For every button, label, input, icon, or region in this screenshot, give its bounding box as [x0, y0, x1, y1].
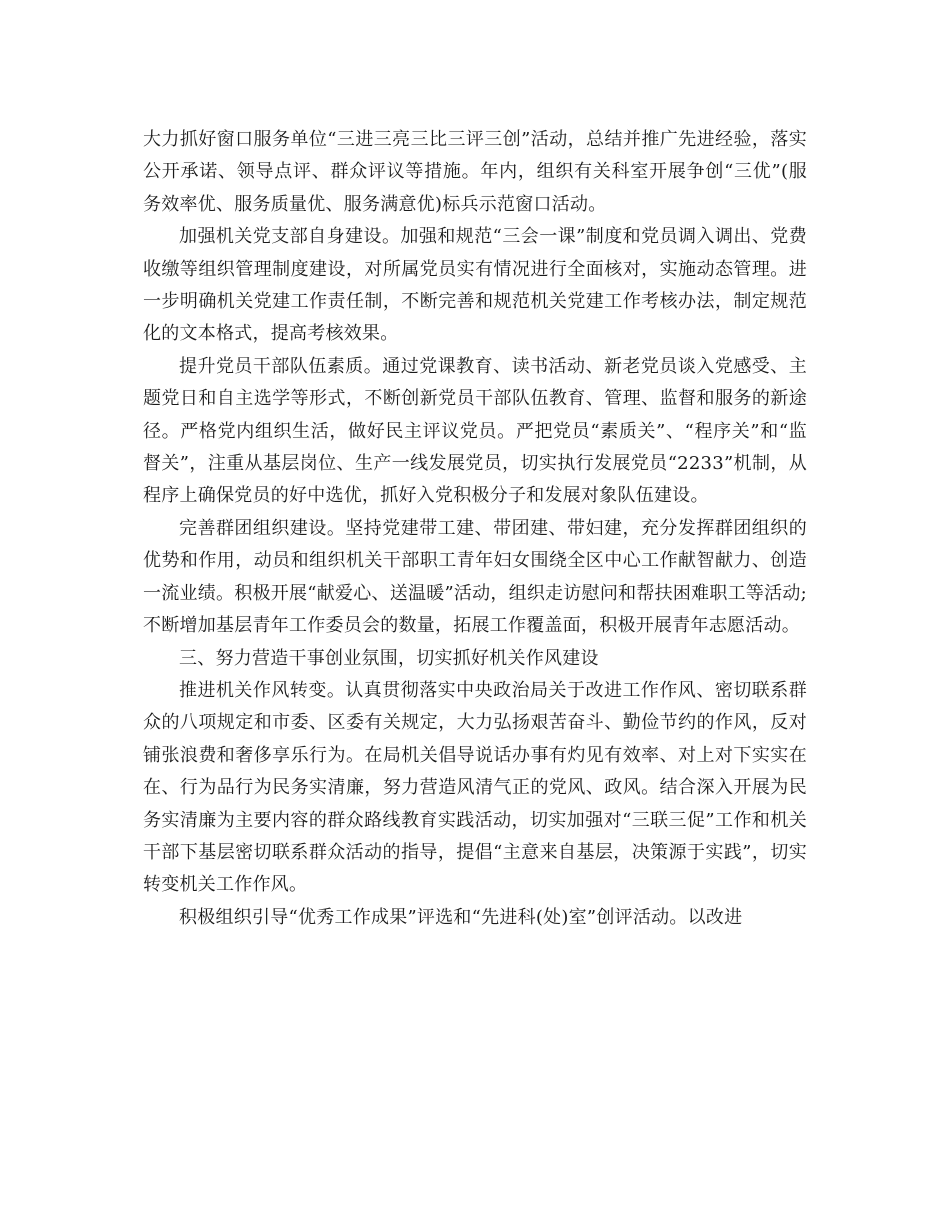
paragraph-branch-building: 加强机关党支部自身建设。加强和规范“三会一课”制度和党员调入调出、党费收缴等组织管理制度建设，对所属党员实有情况进行全面核对，实施动态管理。进一步明确机关党建工作责任制，不断完善和规范机关党建工作考核办法，制定规范化的文本格式，提高考核效果。 [143, 226, 807, 345]
section-heading-three: 三、努力营造干事创业氛围，切实抓好机关作风建设 [179, 647, 599, 669]
paragraph-member-quality: 提升党员干部队伍素质。通过党课教育、读书活动、新老党员谈入党感受、主题党日和自主选学等形式，不断创新党员干部队伍教育、管理、监督和服务的新途径。严格党内组织生活，做好民主评议党员。严把党员“素质关”、“程序关”和“监督关”，注重从基层岗位、生产一线发展党员，切实执行发展党员“2233”机制，从程序上确保党员的好中选优，抓好入党积极分子和发展对象队伍建设。 [143, 355, 807, 507]
document-page [143, 124, 807, 934]
paragraph-mass-organizations: 完善群团组织建设。坚持党建带工建、带团建、带妇建，充分发挥群团组织的优势和作用，动员和组织机关干部职工青年妇女围绕全区中心工作献智献力、创造一流业绩。积极开展“献爱心、送温暖”活动，组织走访慰问和帮扶困难职工等活动;不断增加基层青年工作委员会的数量，拓展工作覆盖面，积极开展青年志愿活动。 [143, 517, 807, 637]
paragraph-window-service: 大力抓好窗口服务单位“三进三亮三比三评三创”活动，总结并推广先进经验，落实公开承诺、领导点评、群众评议等措施。年内，组织有关科室开展争创“三优”(服务效率优、服务质量优、服务满意优)标兵示范窗口活动。 [143, 129, 807, 215]
paragraph-evaluation: 积极组织引导“优秀工作成果”评选和“先进科(处)室”创评活动。以改进 [179, 906, 743, 928]
paragraph-work-style: 推进机关作风转变。认真贯彻落实中央政治局关于改进工作作风、密切联系群众的八项规定和市委、区委有关规定，大力弘扬艰苦奋斗、勤俭节约的作风，反对铺张浪费和奢侈享乐行为。在局机关倡导说话办事有灼见有效率、对上对下实实在在、行为品行为民务实清廉，努力营造风清气正的党风、政风。结合深入开展为民务实清廉为主要内容的群众路线教育实践活动，切实加强对“三联三促”工作和机关干部下基层密切联系群众活动的指导，提倡“主意来自基层，决策源于实践”，切实转变机关工作作风。 [143, 679, 807, 896]
